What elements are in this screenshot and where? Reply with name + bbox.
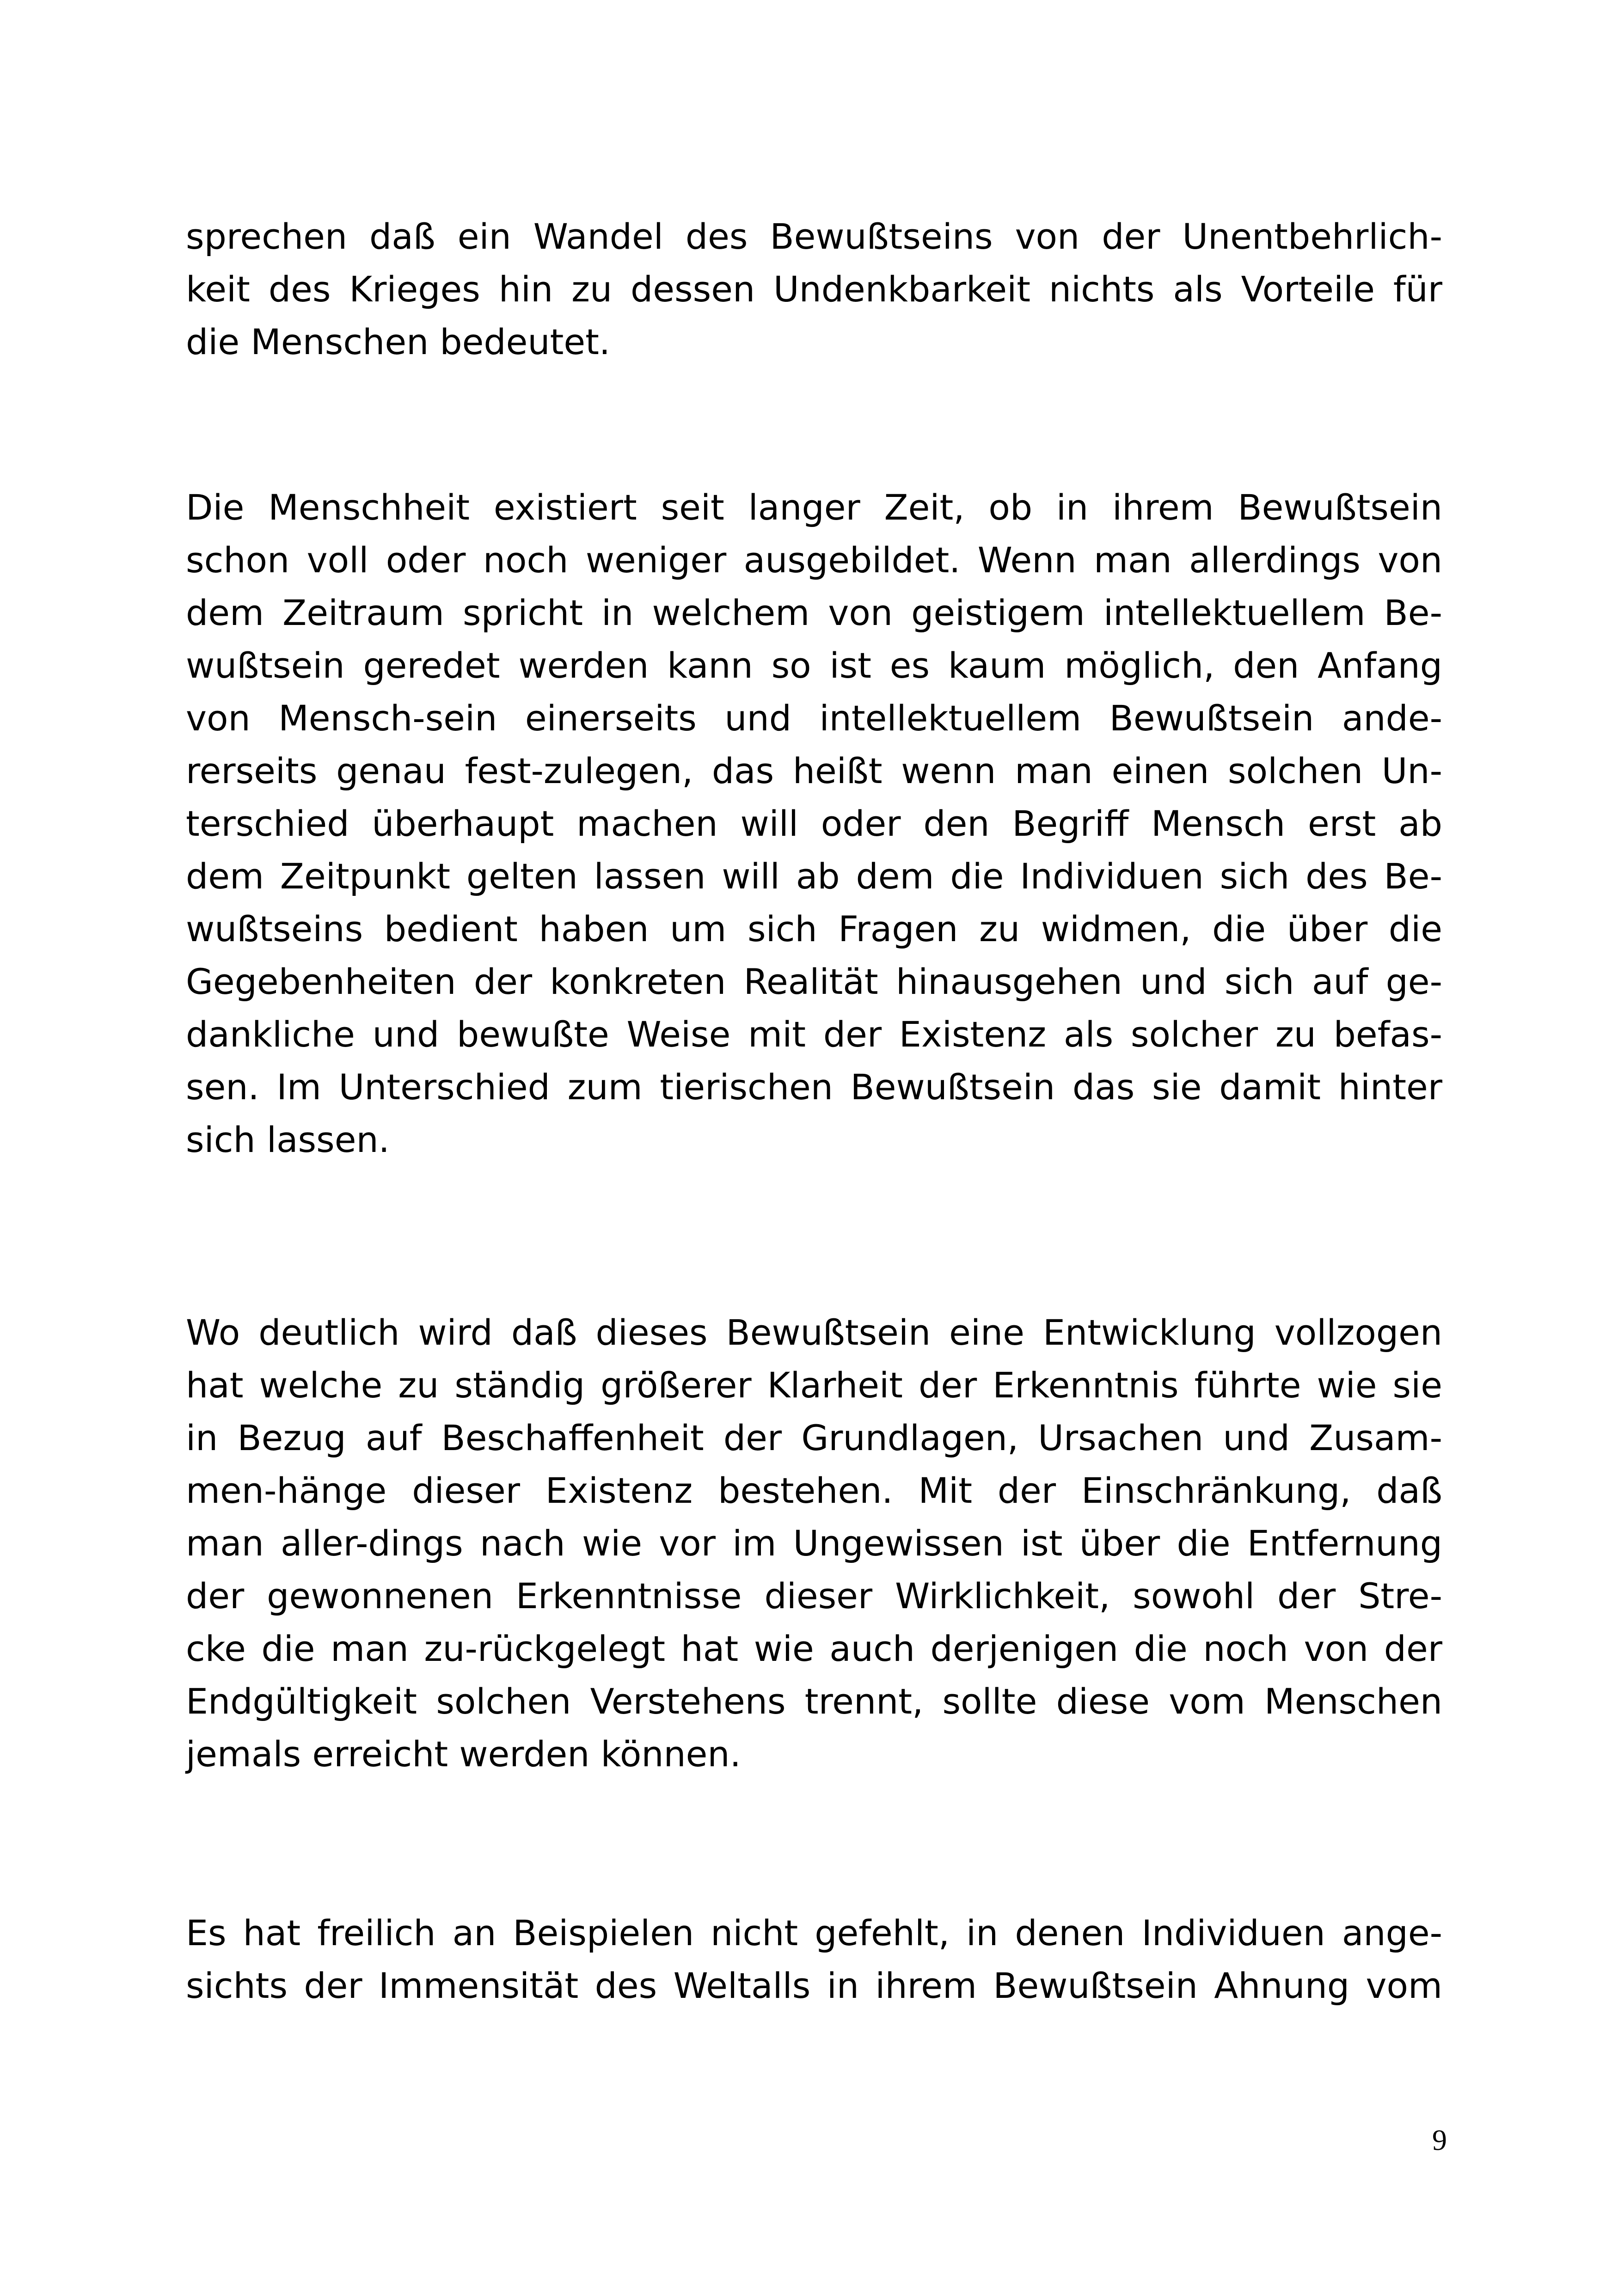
text-line: sichts der Immensität des Weltalls in ihrem Bewußtsein Ahnung vom — [186, 1965, 1442, 2006]
text-line: dem Zeitraum spricht in welchem von geistigem intellektuellem Be- — [186, 592, 1442, 633]
text-line: terschied überhaupt machen will oder den Begriff Mensch erst ab — [186, 803, 1442, 844]
text-line: jemals erreicht werden können. — [186, 1733, 741, 1775]
text-line: Es hat freilich an Beispielen nicht gefehlt, in denen Individuen ange- — [186, 1912, 1442, 1953]
text-line: wußtsein geredet werden kann so ist es kaum möglich, den Anfang — [186, 645, 1442, 686]
text-line: man aller-dings nach wie vor im Ungewissen ist über die Entfernung — [186, 1523, 1442, 1564]
paragraph-2 — [186, 481, 1442, 1166]
paragraph-3 — [186, 1306, 1442, 1781]
text-line: sich lassen. — [186, 1119, 390, 1160]
text-line: cke die man zu-rückgelegt hat wie auch derjenigen die noch von der — [186, 1628, 1442, 1669]
text-line: Endgültigkeit solchen Verstehens trennt, sollte diese vom Menschen — [186, 1681, 1442, 1722]
paragraph-4 — [186, 1907, 1442, 2012]
page-number: 9 — [1432, 2124, 1447, 2156]
text-line: die Menschen bedeutet. — [186, 321, 611, 362]
text-line: der gewonnenen Erkenntnisse dieser Wirklichkeit, sowohl der Stre- — [186, 1575, 1442, 1616]
text-line: von Mensch-sein einerseits und intellektuellem Bewußtsein ande- — [186, 698, 1442, 739]
text-line: Wo deutlich wird daß dieses Bewußtsein eine Entwicklung vollzogen — [186, 1312, 1442, 1353]
text-line: sen. Im Unterschied zum tierischen Bewußtsein das sie damit hinter — [186, 1066, 1442, 1108]
text-line: Die Menschheit existiert seit langer Zeit, ob in ihrem Bewußtsein — [186, 487, 1442, 528]
text-line: Gegebenheiten der konkreten Realität hinausgehen und sich auf ge- — [186, 961, 1442, 1002]
text-line: wußtseins bedient haben um sich Fragen zu widmen, die über die — [186, 908, 1442, 949]
text-line: keit des Krieges hin zu dessen Undenkbarkeit nichts als Vorteile für — [186, 269, 1442, 310]
text-line: schon voll oder noch weniger ausgebildet. Wenn man allerdings von — [186, 539, 1442, 581]
text-line: men-hänge dieser Existenz bestehen. Mit der Einschränkung, daß — [186, 1470, 1442, 1511]
text-line: rerseits genau fest-zulegen, das heißt wenn man einen solchen Un- — [186, 750, 1442, 791]
paragraph-1 — [186, 210, 1442, 368]
text-line: sprechen daß ein Wandel des Bewußtseins von der Unentbehrlich- — [186, 216, 1442, 257]
text-line: dem Zeitpunkt gelten lassen will ab dem die Individuen sich des Be- — [186, 856, 1442, 897]
text-line: dankliche und bewußte Weise mit der Existenz als solcher zu befas- — [186, 1014, 1442, 1055]
text-line: in Bezug auf Beschaffenheit der Grundlagen, Ursachen und Zusam- — [186, 1417, 1442, 1458]
text-line: hat welche zu ständig größerer Klarheit der Erkenntnis führte wie sie — [186, 1365, 1442, 1406]
